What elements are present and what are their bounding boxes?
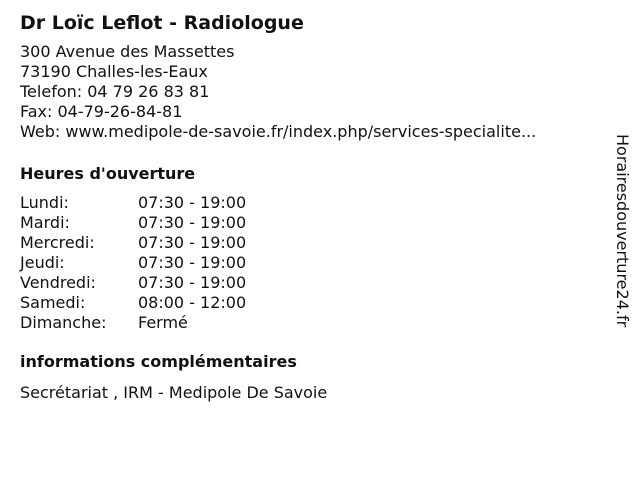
city-line: 73190 Challes-les-Eaux — [20, 62, 208, 81]
day-label: Jeudi: — [20, 253, 65, 272]
content-area — [20, 10, 600, 403]
info-title: informations complémentaires — [20, 352, 297, 371]
day-label: Lundi: — [20, 193, 69, 212]
time-value: 07:30 - 19:00 — [138, 253, 247, 272]
time-value: 07:30 - 19:00 — [138, 273, 247, 292]
hours-row — [20, 313, 600, 333]
hours-table — [20, 193, 600, 333]
time-value: 07:30 - 19:00 — [138, 213, 247, 232]
hours-title: Heures d'ouverture — [20, 164, 196, 183]
web-link[interactable]: Web: www.medipole-de-savoie.fr/index.php/services-specialite... — [20, 122, 537, 141]
fax-line: Fax: 04-79-26-84-81 — [20, 102, 183, 121]
phone-line[interactable]: Telefon: 04 79 26 83 81 — [20, 82, 210, 101]
time-value: 07:30 - 19:00 — [138, 233, 247, 252]
hours-row — [20, 213, 600, 233]
page-title: Dr Loïc Leflot - Radiologue — [20, 12, 304, 34]
hours-row — [20, 273, 600, 293]
day-label: Mardi: — [20, 213, 70, 232]
hours-row — [20, 233, 600, 253]
street-line: 300 Avenue des Massettes — [20, 42, 235, 61]
hours-row — [20, 293, 600, 313]
info-text: Secrétariat , IRM - Medipole De Savoie — [20, 383, 328, 402]
hours-row — [20, 253, 600, 273]
time-value: 08:00 - 12:00 — [138, 293, 247, 312]
day-label: Mercredi: — [20, 233, 95, 252]
day-label: Dimanche: — [20, 313, 107, 332]
day-label: Vendredi: — [20, 273, 96, 292]
time-value: 07:30 - 19:00 — [138, 193, 247, 212]
address-block — [20, 42, 600, 142]
time-value: Fermé — [138, 313, 188, 332]
watermark-text: Horairesdouverture24.fr — [613, 134, 632, 328]
day-label: Samedi: — [20, 293, 86, 312]
hours-row — [20, 193, 600, 213]
